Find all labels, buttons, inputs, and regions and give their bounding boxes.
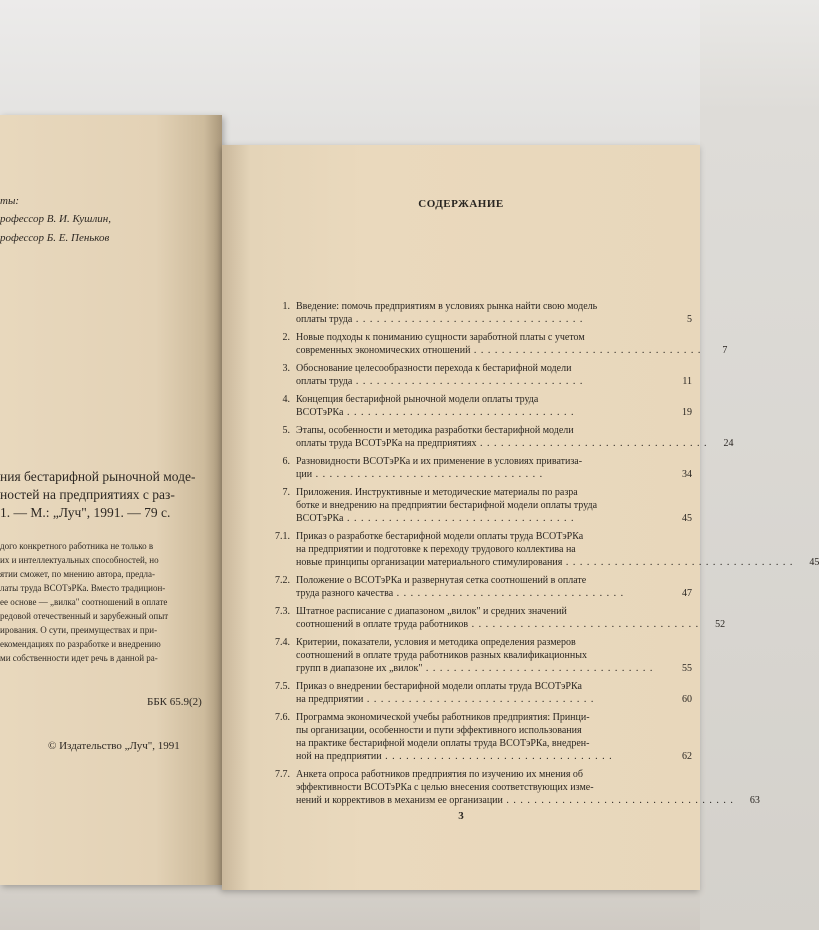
left-page-line: латы труда ВСОТэРКа. Вместо традицион- (0, 583, 166, 593)
toc-entry-page: 11 (682, 376, 692, 387)
toc-entry-page: 55 (682, 663, 692, 674)
toc-entry-title-line: ВСОТэРКа . . . (296, 406, 666, 419)
toc-entry-number: 7.5. (275, 681, 290, 692)
toc-entry[interactable] (262, 530, 819, 569)
toc-entry-title-line: ции . . . (296, 468, 666, 481)
toc-entry-title-line: Анкета опроса работников предприятия по изучению их мнения об (296, 769, 584, 780)
left-page-line: редовой отечественный и зарубежный опыт (0, 611, 169, 621)
toc-entry-title (296, 424, 734, 450)
toc-entry-title-line: Штатное расписание с диапазоном „вилок" и средних значений (296, 606, 567, 617)
toc-entry[interactable] (262, 768, 760, 807)
toc-entry-page: 62 (682, 751, 692, 762)
left-page (0, 115, 222, 885)
right-page (222, 145, 819, 890)
toc-entry-number: 7.2. (275, 575, 290, 586)
toc-entry-title-line: групп в диапазоне их „вилок" . . . (296, 662, 666, 675)
toc-entry-title-line: Критерии, показатели, условия и методика определения размеров (296, 637, 576, 648)
toc-entry-title-line: оплаты труда ВСОТэРКа на предприятиях . . . (296, 437, 708, 450)
toc-entry-number: 7.7. (275, 769, 290, 780)
toc-entry[interactable] (262, 680, 692, 706)
toc-entry-title (296, 711, 692, 763)
toc-entry-number: 7.1. (275, 531, 290, 542)
toc-entry-title-line: Разновидности ВСОТэРКа и их применение в условиях приватиза- (296, 456, 583, 467)
toc-entry[interactable] (262, 424, 734, 450)
toc-entry-title-line: труда разного качества . . . (296, 587, 666, 600)
toc-entry-title-line: Обоснование целесообразности перехода к бестарифной модели (296, 363, 572, 374)
left-page-line: дого конкретного работника не только в (0, 541, 154, 551)
left-page-line: ния бестарифной рыночной моде- (0, 469, 196, 484)
toc-entry-title-line: современных экономических отношений . . . (296, 344, 701, 357)
toc-entry-title-line: нений и коррективов в механизм ее организации . . . (296, 794, 734, 807)
toc-entry-title (296, 605, 725, 631)
toc-entry-title-line: ной на предприятии . . . (296, 750, 666, 763)
left-page-line: ирования. О сути, преимуществах и при- (0, 625, 158, 635)
toc-entry-title-line: соотношений в оплате труда работников . . . (296, 618, 699, 631)
toc-entry-number: 5. (282, 425, 290, 436)
toc-entry-number: 7.4. (275, 637, 290, 648)
toc-entry-title-line: Этапы, особенности и методика разработки бестарифной модели (296, 425, 574, 436)
left-page-line: их и интеллектуальных способностей, но (0, 555, 159, 565)
toc-entry[interactable] (262, 486, 692, 525)
toc-entry-title (296, 574, 692, 600)
toc-entry-title-line: Приказ о внедрении бестарифной модели оплаты труда ВСОТэРКа (296, 681, 582, 692)
left-page-line: ностей на предприятиях с раз- (0, 487, 175, 502)
page-number: 3 (458, 810, 464, 822)
toc-entry[interactable] (262, 574, 692, 600)
toc-entry-title-line: Приказ о разработке бестарифной модели оплаты труда ВСОТэРКа (296, 531, 584, 542)
toc-entry[interactable] (262, 636, 692, 675)
toc-entry-page: 5 (687, 314, 692, 325)
toc-entry-number: 6. (282, 456, 290, 467)
toc-entry-title-line: оплаты труда . . . (296, 313, 666, 326)
toc-entry-page: 7 (722, 345, 728, 356)
toc-entry-number: 2. (282, 332, 290, 343)
toc-entry-title-line: пы организации, особенности и пути эффективного использования (296, 725, 582, 736)
toc-entry-title-line: на предприятии и подготовке к переходу трудового коллектива на (296, 544, 576, 555)
left-page-line: © Издательство „Луч", 1991 (48, 740, 180, 752)
toc-entry[interactable] (262, 331, 728, 357)
toc-entry-title (296, 530, 819, 569)
toc-entry-title-line: Концепция бестарифной рыночной модели оплаты труда (296, 394, 539, 405)
table-of-contents (262, 300, 819, 812)
toc-entry-page: 45 (809, 557, 819, 568)
toc-entry-title-line: на предприятии . . . (296, 693, 666, 706)
toc-entry[interactable] (262, 711, 692, 763)
toc-entry-title (296, 680, 692, 706)
toc-entry-title (296, 300, 692, 326)
toc-entry[interactable] (262, 300, 692, 326)
contents-heading: СОДЕРЖАНИЕ (418, 198, 504, 210)
toc-entry-page: 45 (682, 513, 692, 524)
toc-entry-title (296, 393, 692, 419)
toc-entry-page: 19 (682, 407, 692, 418)
toc-entry-title (296, 455, 692, 481)
left-page-line: ми собственности идет речь в данной ра- (0, 653, 158, 663)
toc-entry-number: 4. (282, 394, 290, 405)
toc-entry-title (296, 331, 727, 357)
toc-entry-number: 7.6. (275, 712, 290, 723)
toc-entry-title-line: ВСОТэРКа . . . (296, 512, 666, 525)
toc-entry[interactable] (262, 362, 692, 388)
left-page-line: 1. — М.: „Луч", 1991. — 79 с. (0, 505, 171, 520)
toc-entry-title-line: новые принципы организации материального стимулирования . . . (296, 556, 793, 569)
toc-entry-number: 1. (282, 301, 290, 312)
toc-entry-title-line: Положение о ВСОТэРКа и развернутая сетка соотношений в оплате (296, 575, 587, 586)
toc-entry-title-line: соотношений в оплате труда работников разных квалификационных (296, 650, 587, 661)
left-page-line: рофессор В. И. Кушлин, (0, 213, 111, 225)
left-page-line: екомендациях по разработке и внедрению (0, 639, 161, 649)
toc-entry-page: 60 (682, 694, 692, 705)
toc-entry-title (296, 768, 760, 807)
toc-entry-number: 7. (282, 487, 290, 498)
toc-entry-title (296, 636, 692, 675)
toc-entry-page: 63 (749, 795, 760, 806)
toc-entry-title-line: эффективности ВСОТэРКа с целью внесения соответствующих изме- (296, 782, 594, 793)
toc-entry[interactable] (262, 455, 692, 481)
left-page-line: ББК 65.9(2) (147, 696, 202, 708)
toc-entry-title-line: Новые подходы к пониманию сущности заработной платы с учетом (296, 332, 585, 343)
toc-entry-title-line: Программа экономической учебы работников предприятия: Принци- (296, 712, 590, 723)
toc-entry-page: 24 (723, 438, 734, 449)
toc-entry-page: 52 (715, 619, 726, 630)
left-page-line: ятии сможет, по мнению автора, предла- (0, 569, 156, 579)
left-page-line: ее основе — „вилка" соотношений в оплате (0, 597, 168, 607)
toc-entry-title-line: Введение: помочь предприятиям в условиях рынка найти свою модель (296, 301, 598, 312)
toc-entry-number: 3. (282, 363, 290, 374)
toc-entry-number: 7.3. (275, 606, 290, 617)
toc-entry[interactable] (262, 393, 692, 419)
toc-entry-page: 34 (682, 469, 692, 480)
toc-entry-title-line: на практике бестарифной модели оплаты труда ВСОТэРКа, внедрен- (296, 738, 590, 749)
toc-entry-title (296, 486, 692, 525)
left-page-line: рофессор Б. Е. Пеньков (0, 232, 110, 244)
toc-entry-title-line: Приложения. Инструктивные и методические материалы по разра (296, 487, 578, 498)
toc-entry-title (296, 362, 692, 388)
toc-entry-page: 47 (682, 588, 692, 599)
left-page-line: ты: (0, 195, 20, 207)
toc-entry-title-line: ботке и внедрению на предприятии бестарифной модели оплаты труда (296, 500, 598, 511)
toc-entry-title-line: оплаты труда . . . (296, 375, 666, 388)
toc-entry[interactable] (262, 605, 726, 631)
